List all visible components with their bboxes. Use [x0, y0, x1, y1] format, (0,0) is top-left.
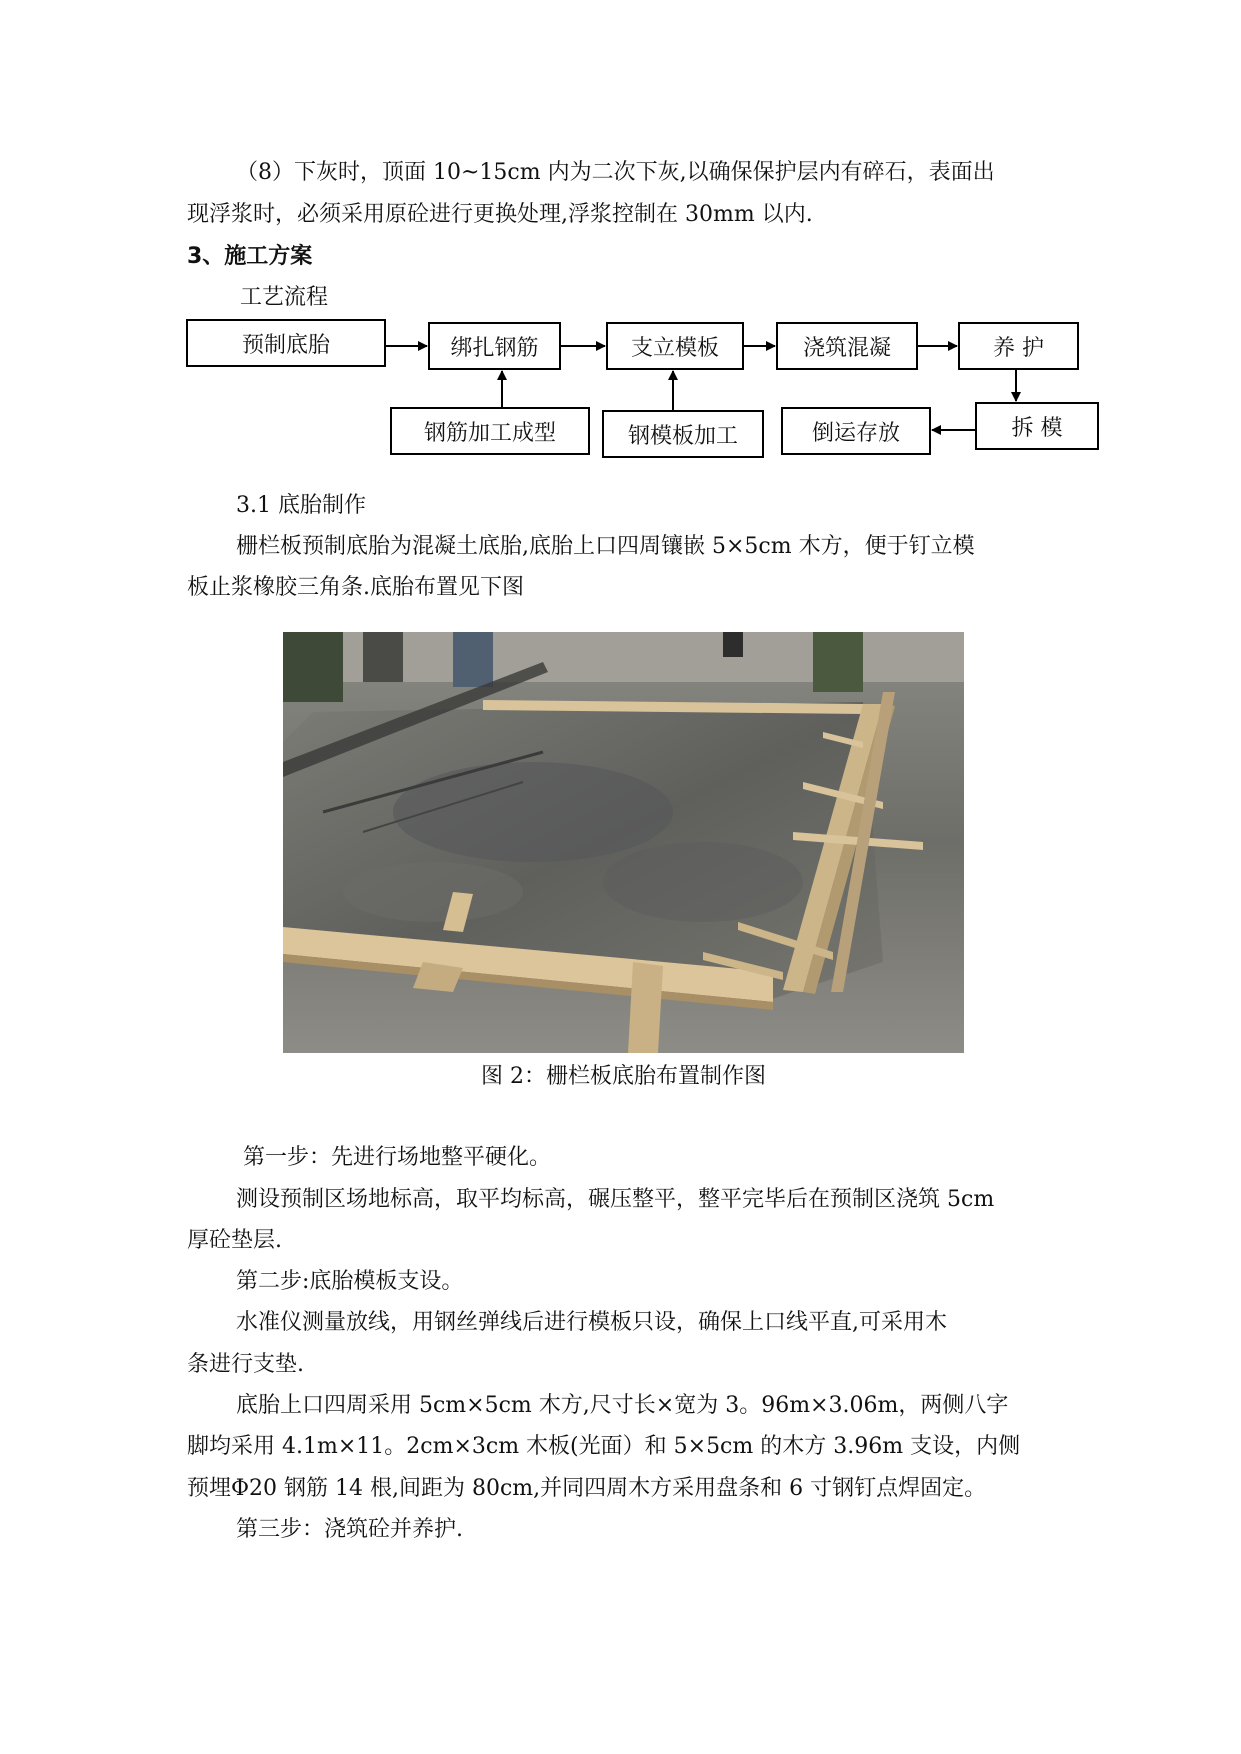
section-3-1-line-1: 栅栏板预制底胎为混凝土底胎,底胎上口四周镶嵌 5×5cm 木方，便于钉立模	[236, 534, 975, 559]
figure-caption: 图 2：栅栏板底胎布置制作图	[481, 1064, 766, 1089]
flow-box-label: 钢筋加工成型	[423, 420, 556, 446]
section-3-1-line-2: 板止浆橡胶三角条.底胎布置见下图	[187, 575, 524, 600]
step-2-b-line-1: 底胎上口四周采用 5cm×5cm 木方,尺寸长×宽为 3。96m×3.06m，两侧八字	[236, 1393, 1009, 1418]
process-flow-label: 工艺流程	[240, 285, 329, 310]
flow-box-label: 钢模板加工	[627, 423, 738, 449]
flow-box-label: 绑扎钢筋	[450, 335, 539, 361]
step-2-a-line-2: 条进行支垫.	[187, 1352, 304, 1377]
base-layout-photo	[283, 632, 964, 1053]
step-1-line-1: 测设预制区场地标高，取平均标高，碾压整平，整平完毕后在预制区浇筑 5cm	[236, 1187, 995, 1212]
section-3-1-heading: 3.1 底胎制作	[236, 493, 366, 518]
step-2-b-line-2: 脚均采用 4.1m×11。2cm×3cm 木板(光面）和 5×5cm 的木方 3.96m 支设，内侧	[187, 1434, 1021, 1459]
construction-site-image	[283, 632, 964, 1053]
step-1-title: 第一步：先进行场地整平硬化。	[243, 1145, 552, 1170]
paragraph-8-line-2: 现浮浆时，必须采用原砼进行更换处理,浮浆控制在 30mm 以内.	[187, 202, 813, 227]
step-2-title: 第二步:底胎模板支设。	[236, 1269, 464, 1294]
step-2-b-line-3: 预埋Φ20 钢筋 14 根,间距为 80cm,并同四周木方采用盘条和 6 寸钢钉点焊固定。	[187, 1476, 987, 1501]
flow-box-label: 支立模板	[630, 335, 719, 361]
step-2-a-line-1: 水准仪测量放线，用钢丝弹线后进行模板只设，确保上口线平直,可采用木	[236, 1310, 947, 1335]
paragraph-8-line-1: （8）下灰时，顶面 10~15cm 内为二次下灰,以确保保护层内有碎石，表面出	[236, 160, 995, 185]
section-3-heading: 3、施工方案	[187, 244, 313, 269]
step-1-line-2: 厚砼垫层.	[187, 1228, 282, 1253]
flow-box-label: 浇筑混凝	[802, 335, 891, 361]
flow-box-label: 拆 模	[1011, 415, 1063, 441]
flow-box-label: 倒运存放	[811, 420, 900, 446]
flow-box-label: 养 护	[993, 335, 1044, 361]
step-3-title: 第三步：浇筑砼并养护.	[236, 1517, 463, 1542]
flow-box-label: 预制底胎	[241, 332, 330, 358]
